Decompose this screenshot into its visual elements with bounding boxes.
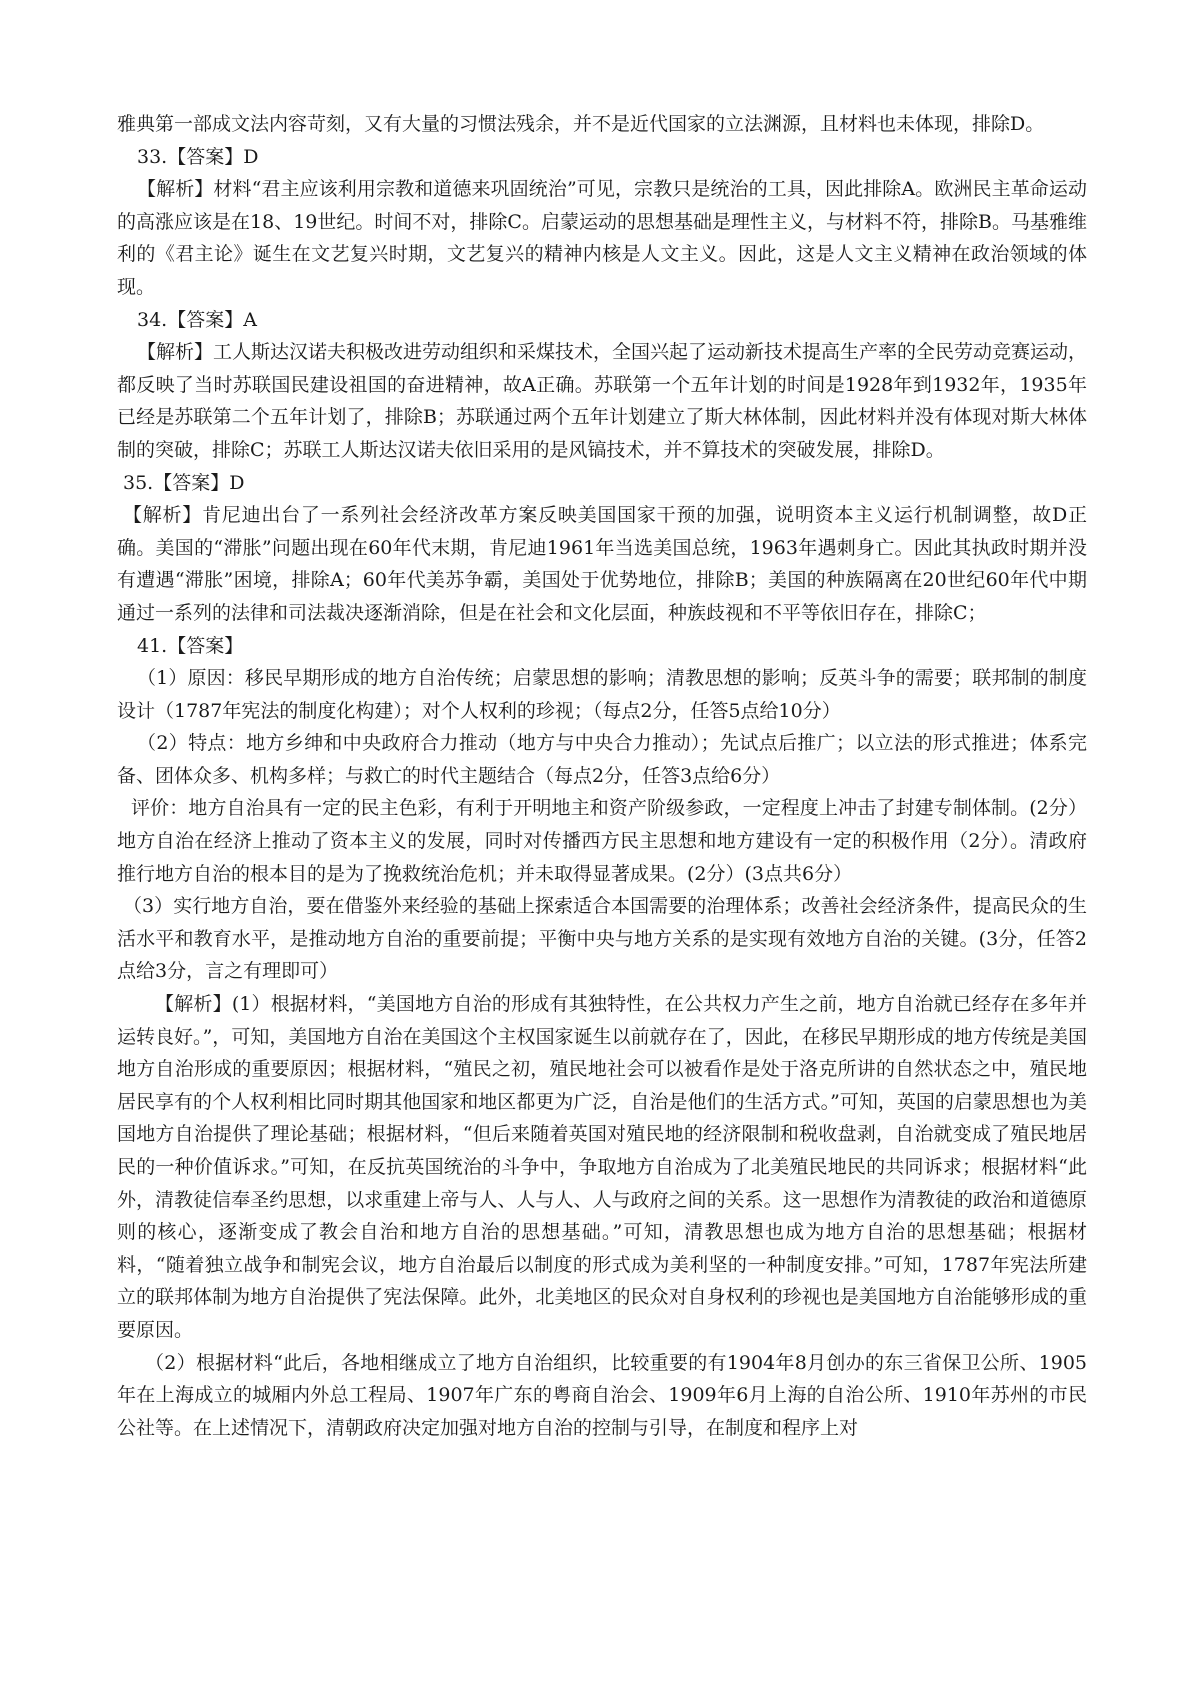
paragraph-32-tail: 雅典第一部成文法内容苛刻，又有大量的习惯法残余，并不是近代国家的立法渊源，且材料也未体现，排除D。 — [117, 113, 1045, 135]
analysis-33: 【解析】材料“君主应该利用宗教和道德来巩固统治”可见，宗教只是统治的工具，因此排除A。欧洲民主革命运动的高涨应该是在18、19世纪。时间不对，排除C。启蒙运动的思想基础是理性主义，与材料不符，排除B。马基雅维利的《君主论》诞生在文艺复兴时期，文艺复兴的精神内核是人文主义。因此，这是人文主义精神在政治领域的体现。 — [117, 178, 1087, 298]
answer-34: 34.【答案】A — [137, 308, 257, 331]
answer-41-part3: （3）实行地方自治，要在借鉴外来经验的基础上探索适合本国需要的治理体系；改善社会经济条件，提高民众的生活水平和教育水平，是推动地方自治的重要前提；平衡中央与地方关系的是实现有效地方自治的关键。(3分，任答2点给3分，言之有理即可） — [117, 895, 1087, 983]
document-page — [117, 108, 1087, 1444]
analysis-34: 【解析】工人斯达汉诺夫积极改进劳动组织和采煤技术，全国兴起了运动新技术提高生产率的全民劳动竞赛运动，都反映了当时苏联国民建设祖国的奋进精神，故A正确。苏联第一个五年计划的时间是1928年到1932年，1935年已经是苏联第二个五年计划了，排除B；苏联通过两个五年计划建立了斯大林体制，因此材料并没有体现对斯大林体制的突破，排除C；苏联工人斯达汉诺夫依旧采用的是风镐技术，并不算技术的突破发展，排除D。 — [117, 341, 1088, 461]
analysis-41-part1: 【解析】(1）根据材料，“美国地方自治的形成有其独特性，在公共权力产生之前，地方自治就已经存在多年并运转良好。”，可知，美国地方自治在美国这个主权国家诞生以前就存在了，因此，在移民早期形成的地方传统是美国地方自治形成的重要原因；根据材料，“殖民之初，殖民地社会可以被看作是处于洛克所讲的自然状态之中，殖民地居民享有的个人权利相比同时期其他国家和地区都更为广泛，自治是他们的生活方式。”可知，英国的启蒙思想也为美国地方自治提供了理论基础；根据材料，“但后来随着英国对殖民地的经济限制和税收盘剥，自治就变成了殖民地居民的一种价值诉求。”可知，在反抗英国统治的斗争中，争取地方自治成为了北美殖民地民的共同诉求；根据材料“此外，清教徒信奉圣约思想，以求重建上帝与人、人与人、人与政府之间的关系。这一思想作为清教徒的政治和道德原则的核心，逐渐变成了教会自治和地方自治的思想基础。”可知，清教思想也成为地方自治的思想基础；根据材料，“随着独立战争和制宪会议，地方自治最后以制度的形式成为美利坚的一种制度安排。”可知，1787年宪法所建立的联邦体制为地方自治提供了宪法保障。此外，北美地区的民众对自身权利的珍视也是美国地方自治能够形成的重要原因。 — [117, 993, 1087, 1341]
answer-41-part1: （1）原因：移民早期形成的地方自治传统；启蒙思想的影响；清教思想的影响；反英斗争的需要；联邦制的制度设计（1787年宪法的制度化构建）；对个人权利的珍视；（每点2分，任答5点给10分） — [117, 667, 1087, 722]
answer-35: 35.【答案】D — [123, 471, 245, 494]
analysis-35: 【解析】肯尼迪出台了一系列社会经济改革方案反映美国国家干预的加强，说明资本主义运行机制调整，故D正确。美国的“滞胀”问题出现在60年代末期，肯尼迪1961年当选美国总统，1963年遇刺身亡。因此其执政时期并没有遭遇“滞胀”困境，排除A；60年代美苏争霸，美国处于优势地位，排除B；美国的种族隔离在20世纪60年代中期通过一系列的法律和司法裁决逐渐消除，但是在社会和文化层面，种族歧视和不平等依旧存在，排除C； — [117, 504, 1087, 624]
answer-33: 33.【答案】D — [137, 145, 259, 168]
answer-41-part2-evaluation: 评价：地方自治具有一定的民主色彩，有利于开明地主和资产阶级参政，一定程度上冲击了封建专制体制。(2分）地方自治在经济上推动了资本主义的发展，同时对传播西方民主思想和地方建设有一定的积极作用（2分）。清政府推行地方自治的根本目的是为了挽救统治危机；并未取得显著成果。(2分）(3点共6分） — [117, 797, 1087, 885]
answer-41: 41.【答案】 — [137, 634, 244, 657]
answer-41-part2: （2）特点：地方乡绅和中央政府合力推动（地方与中央合力推动）；先试点后推广；以立法的形式推进；体系完备、团体众多、机构多样；与救亡的时代主题结合（每点2分，任答3点给6分） — [117, 732, 1087, 787]
analysis-41-part2: （2）根据材料“此后，各地相继成立了地方自治组织，比较重要的有1904年8月创办的东三省保卫公所、1905年在上海成立的城厢内外总工程局、1907年广东的粤商自治会、1909年6月上海的自治公所、1910年苏州的市民公社等。在上述情况下，清朝政府决定加强对地方自治的控制与引导，在制度和程序上对 — [117, 1351, 1087, 1439]
